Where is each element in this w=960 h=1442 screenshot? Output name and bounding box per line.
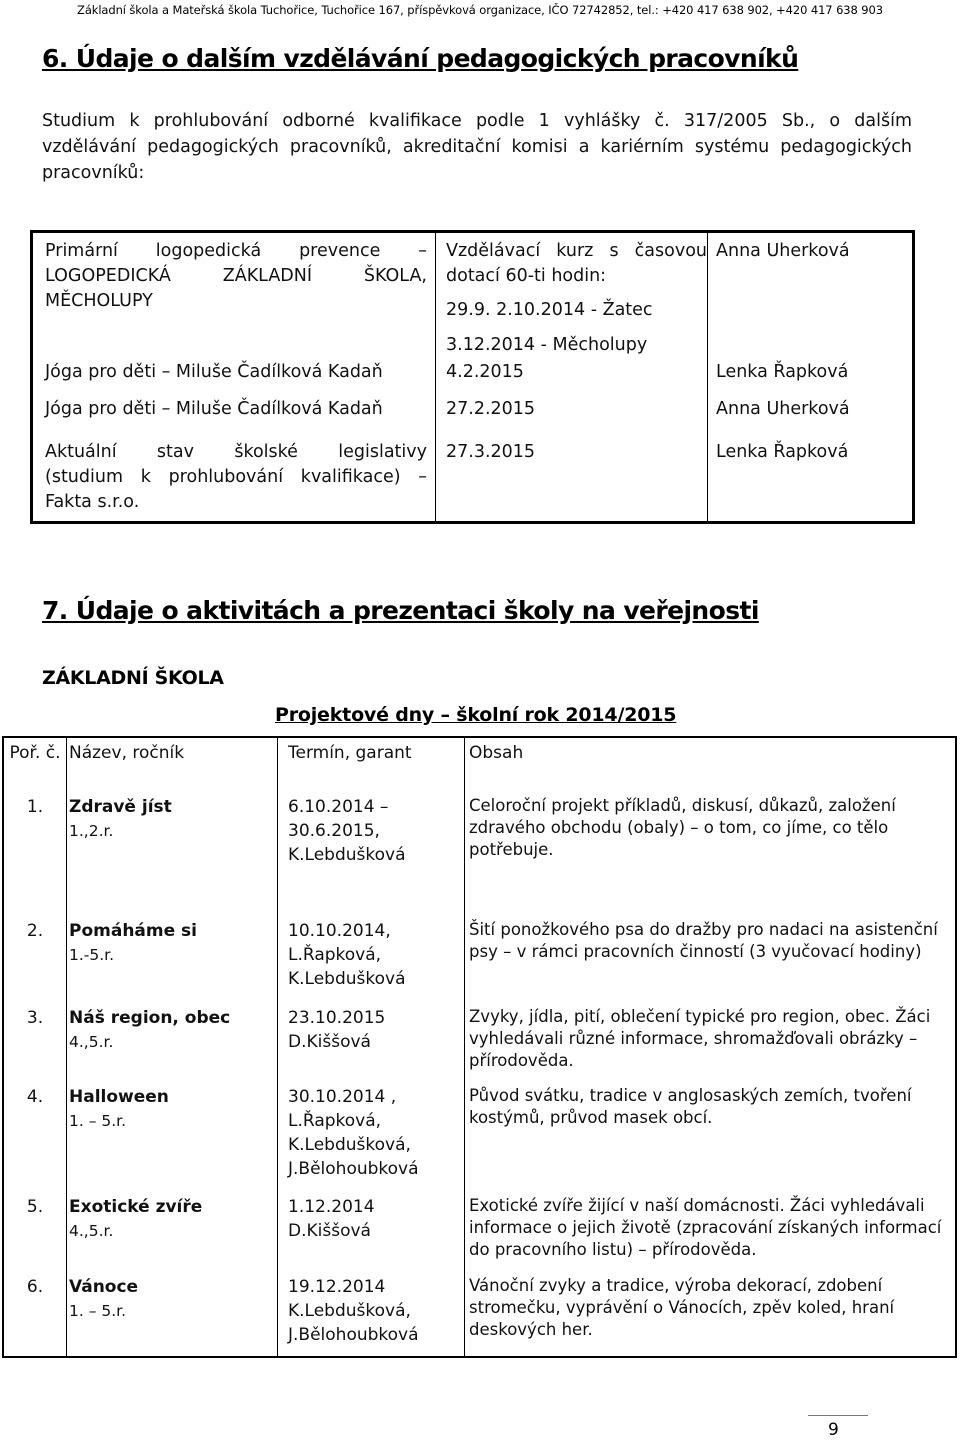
term-line: 10.10.2014, <box>288 921 391 941</box>
person-cell: Lenka Řapková <box>716 441 849 462</box>
project-no: 1. <box>3 795 67 919</box>
project-content: Šití ponožkového psa do dražby pro nadaci na asistenční psy – v rámci pracovních činností (3 vyučovací hodiny) <box>465 919 957 1006</box>
project-name: Pomáháme si <box>69 921 198 941</box>
course-cell <box>32 232 436 360</box>
term-line: 30.10.2014 , <box>288 1087 397 1107</box>
project-grade: 1.-5.r. <box>69 946 115 964</box>
term-line: L.Řapková, <box>288 945 382 965</box>
project-name-cell <box>67 1195 278 1275</box>
training-row <box>32 434 914 523</box>
project-row <box>3 795 956 919</box>
term-line: 23.10.2015 <box>288 1008 386 1028</box>
term-line: D.Kiššová <box>288 1032 371 1052</box>
person-cell: Lenka Řapková <box>716 361 849 382</box>
project-row <box>3 1085 956 1195</box>
course-cell: Jóga pro děti – Miluše Čadílková Kadaň <box>45 398 383 419</box>
term-line: J.Bělohoubková <box>288 1159 419 1179</box>
date-line: Vzdělávací kurz s časovou <box>446 241 707 261</box>
header-content: Obsah <box>465 737 957 795</box>
project-no: 5. <box>3 1195 67 1275</box>
project-term <box>278 1195 465 1275</box>
date-cell: 27.2.2015 <box>436 397 708 434</box>
course-line: LOGOPEDICKÁ ZÁKLADNÍ ŠKOLA, <box>45 266 427 286</box>
term-line: D.Kiššová <box>288 1221 371 1241</box>
project-name-cell <box>67 1275 278 1357</box>
project-content: Původ svátku, tradice v anglosaských zemích, tvoření kostýmů, průvod masek obcí. <box>465 1085 957 1195</box>
training-row <box>32 360 914 397</box>
project-row <box>3 919 956 1006</box>
projects-table <box>2 736 957 1358</box>
project-content: Zvyky, jídla, pití, oblečení typické pro region, obec. Žáci vyhledávali různé informace, shromažďovali obrázky – přírodověda. <box>465 1006 957 1085</box>
term-line: J.Bělohoubková <box>288 1325 419 1345</box>
term-line: K.Lebdušková, <box>288 1301 411 1321</box>
course-cell: Jóga pro děti – Miluše Čadílková Kadaň <box>45 361 383 382</box>
projects-title: Projektové dny – školní rok 2014/2015 <box>275 704 677 726</box>
project-name-cell <box>67 1006 278 1085</box>
project-term <box>278 795 465 919</box>
project-row <box>3 1275 956 1357</box>
project-no: 6. <box>3 1275 67 1357</box>
header-name: Název, ročník <box>69 743 185 763</box>
project-name: Halloween <box>69 1087 169 1107</box>
term-line: K.Lebdušková <box>288 845 406 865</box>
training-row <box>32 397 914 434</box>
page-number-rule <box>808 1415 868 1416</box>
project-name-cell <box>67 795 278 919</box>
project-term <box>278 1006 465 1085</box>
project-term <box>278 1275 465 1357</box>
project-content: Celoroční projekt příkladů, diskusí, důkazů, založení zdravého obchodu (obaly) – o tom, co jíme, co tělo potřebuje. <box>465 795 957 919</box>
project-name: Zdravě jíst <box>69 797 172 817</box>
header-term: Termín, garant <box>278 737 465 795</box>
date-line: 29.9. 2.10.2014 - Žatec <box>446 300 653 320</box>
project-content: Vánoční zvyky a tradice, výroba dekorací, zdobení stromečku, vyprávění o Vánocích, zpěv koled, hraní deskových her. <box>465 1275 957 1357</box>
person-cell: Anna Uherková <box>716 398 850 419</box>
project-grade: 4.,5.r. <box>69 1033 114 1051</box>
term-line: L.Řapková, <box>288 1111 382 1131</box>
intro-line: pracovníků: <box>42 163 145 183</box>
section-7-title: 7. Údaje o aktivitách a prezentaci školy na veřejnosti <box>42 596 759 625</box>
projects-header-row <box>3 737 956 795</box>
page-header: Základní škola a Mateřská škola Tuchořice, Tuchořice 167, příspěvková organizace, IČO 72742852, tel.: +420 417 638 902, +420 417 638 903 <box>77 3 883 17</box>
course-line: MĚCHOLUPY <box>45 291 153 311</box>
person-cell: Anna Uherková <box>716 241 850 261</box>
project-content: Exotické zvíře žijící v naší domácnosti. Žáci vyhledávali informace o jejich životě (zpracování získaných informací do pracovního listu) – přírodověda. <box>465 1195 957 1275</box>
section-6-title: 6. Údaje o dalším vzdělávání pedagogických pracovníků <box>42 44 799 73</box>
project-name-cell <box>67 919 278 1006</box>
term-line: 19.12.2014 <box>288 1277 386 1297</box>
date-line: dotací 60-ti hodin: <box>446 266 607 286</box>
intro-line: Studium k prohlubování odborné kvalifikace podle 1 vyhlášky č. 317/2005 Sb., o dalším <box>42 111 912 131</box>
project-grade: 1.,2.r. <box>69 822 114 840</box>
term-line: K.Lebdušková, <box>288 1135 411 1155</box>
date-cell: 27.3.2015 <box>436 434 708 523</box>
project-no: 2. <box>3 919 67 1006</box>
school-subheading: ZÁKLADNÍ ŠKOLA <box>42 667 224 689</box>
term-line: 6.10.2014 – <box>288 797 389 817</box>
project-name: Vánoce <box>69 1277 139 1297</box>
training-row <box>32 232 914 360</box>
course-cell <box>32 434 436 523</box>
project-row <box>3 1006 956 1085</box>
term-line: 1.12.2014 <box>288 1197 375 1217</box>
project-name: Exotické zvíře <box>69 1197 203 1217</box>
project-name: Náš region, obec <box>69 1008 231 1028</box>
project-grade: 1. – 5.r. <box>69 1112 127 1130</box>
project-grade: 4.,5.r. <box>69 1222 114 1240</box>
project-row <box>3 1195 956 1275</box>
date-cell: 4.2.2015 <box>436 360 708 397</box>
project-name-cell <box>67 1085 278 1195</box>
project-term <box>278 919 465 1006</box>
date-line: 3.12.2014 - Měcholupy <box>446 335 648 355</box>
project-no: 4. <box>3 1085 67 1195</box>
course-line: Fakta s.r.o. <box>45 491 140 512</box>
training-table <box>30 230 915 524</box>
project-no: 3. <box>3 1006 67 1085</box>
term-line: K.Lebdušková <box>288 969 406 989</box>
course-line: Aktuální stav školské legislativy <box>45 441 427 462</box>
term-line: 30.6.2015, <box>288 821 380 841</box>
page-number: 9 <box>828 1420 839 1440</box>
section-6-intro <box>42 108 912 186</box>
date-cell <box>436 232 708 360</box>
intro-line: vzdělávání pedagogických pracovníků, akreditační komisi a kariérním systému pedagogických <box>42 137 912 157</box>
header-no: Poř. č. <box>3 737 67 795</box>
course-line: (studium k prohlubování kvalifikace) – <box>45 466 427 487</box>
course-line: Primární logopedická prevence – <box>45 241 427 261</box>
project-grade: 1. – 5.r. <box>69 1302 127 1320</box>
project-term <box>278 1085 465 1195</box>
